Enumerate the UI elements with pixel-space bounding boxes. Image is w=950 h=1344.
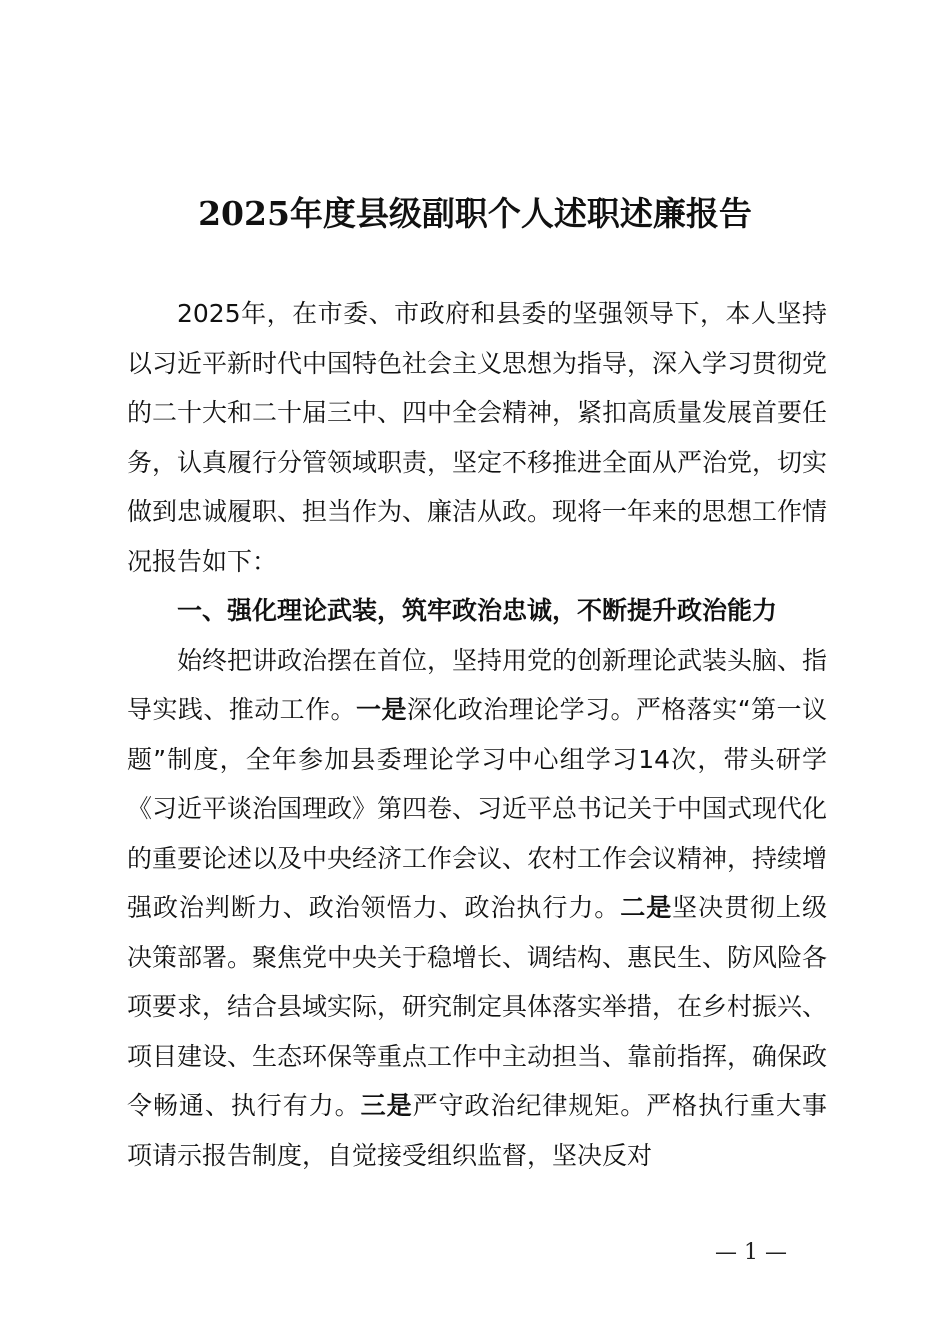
intro-paragraph: 2025年，在市委、市政府和县委的坚强领导下，本人坚持以习近平新时代中国特色社会主义思想为指导，深入学习贯彻党的二十大和二十届三中、四中全会精神，紧扣高质量发展首要任务，认真履行分管领域职责，坚定不移推进全面从严治党，切实做到忠诚履职、担当作为、廉洁从政。现将一年来的思想工作情况报告如下： bbox=[127, 299, 828, 576]
lead-phrase-two: 二是 bbox=[620, 893, 673, 922]
document-title: 2025年度县级副职个人述职述廉报告 bbox=[198, 194, 752, 233]
section-heading: 一、强化理论武装，筑牢政治忠诚，不断提升政治能力 bbox=[177, 596, 778, 625]
page-number: — 1 — bbox=[715, 1240, 787, 1265]
point-two-text: 坚决贯彻上级决策部署。聚焦党中央关于稳增长、调结构、惠民生、防风险各项要求，结合县域实际，研究制定具体落实举措，在乡村振兴、项目建设、生态环保等重点工作中主动担当、靠前指挥，确保政令畅通、执行有力。 bbox=[127, 893, 828, 1120]
point-three-text: 严守政治纪律规矩。严格执行重大事项请示报告制度，自觉接受组织监督，坚决反对 bbox=[127, 1091, 827, 1170]
lead-phrase-three: 三是 bbox=[360, 1091, 413, 1120]
section-opening-text: 始终把讲政治摆在首位，坚持用党的创新理论武装头脑、指导实践、推动工作。 bbox=[127, 645, 828, 724]
point-one-text: 深化政治理论学习。严格落实“第一议题”制度，全年参加县委理论学习中心组学习14次，带头研学《习近平谈治国理政》第四卷、习近平总书记关于中国式现代化的重要论述以及中央经济工作会议、农村工作会议精神，持续增强政治判断力、政治领悟力、政治执行力。 bbox=[127, 695, 828, 922]
document-body bbox=[127, 289, 827, 1180]
lead-phrase-one: 一是 bbox=[356, 695, 407, 724]
section-paragraph bbox=[127, 636, 827, 1181]
